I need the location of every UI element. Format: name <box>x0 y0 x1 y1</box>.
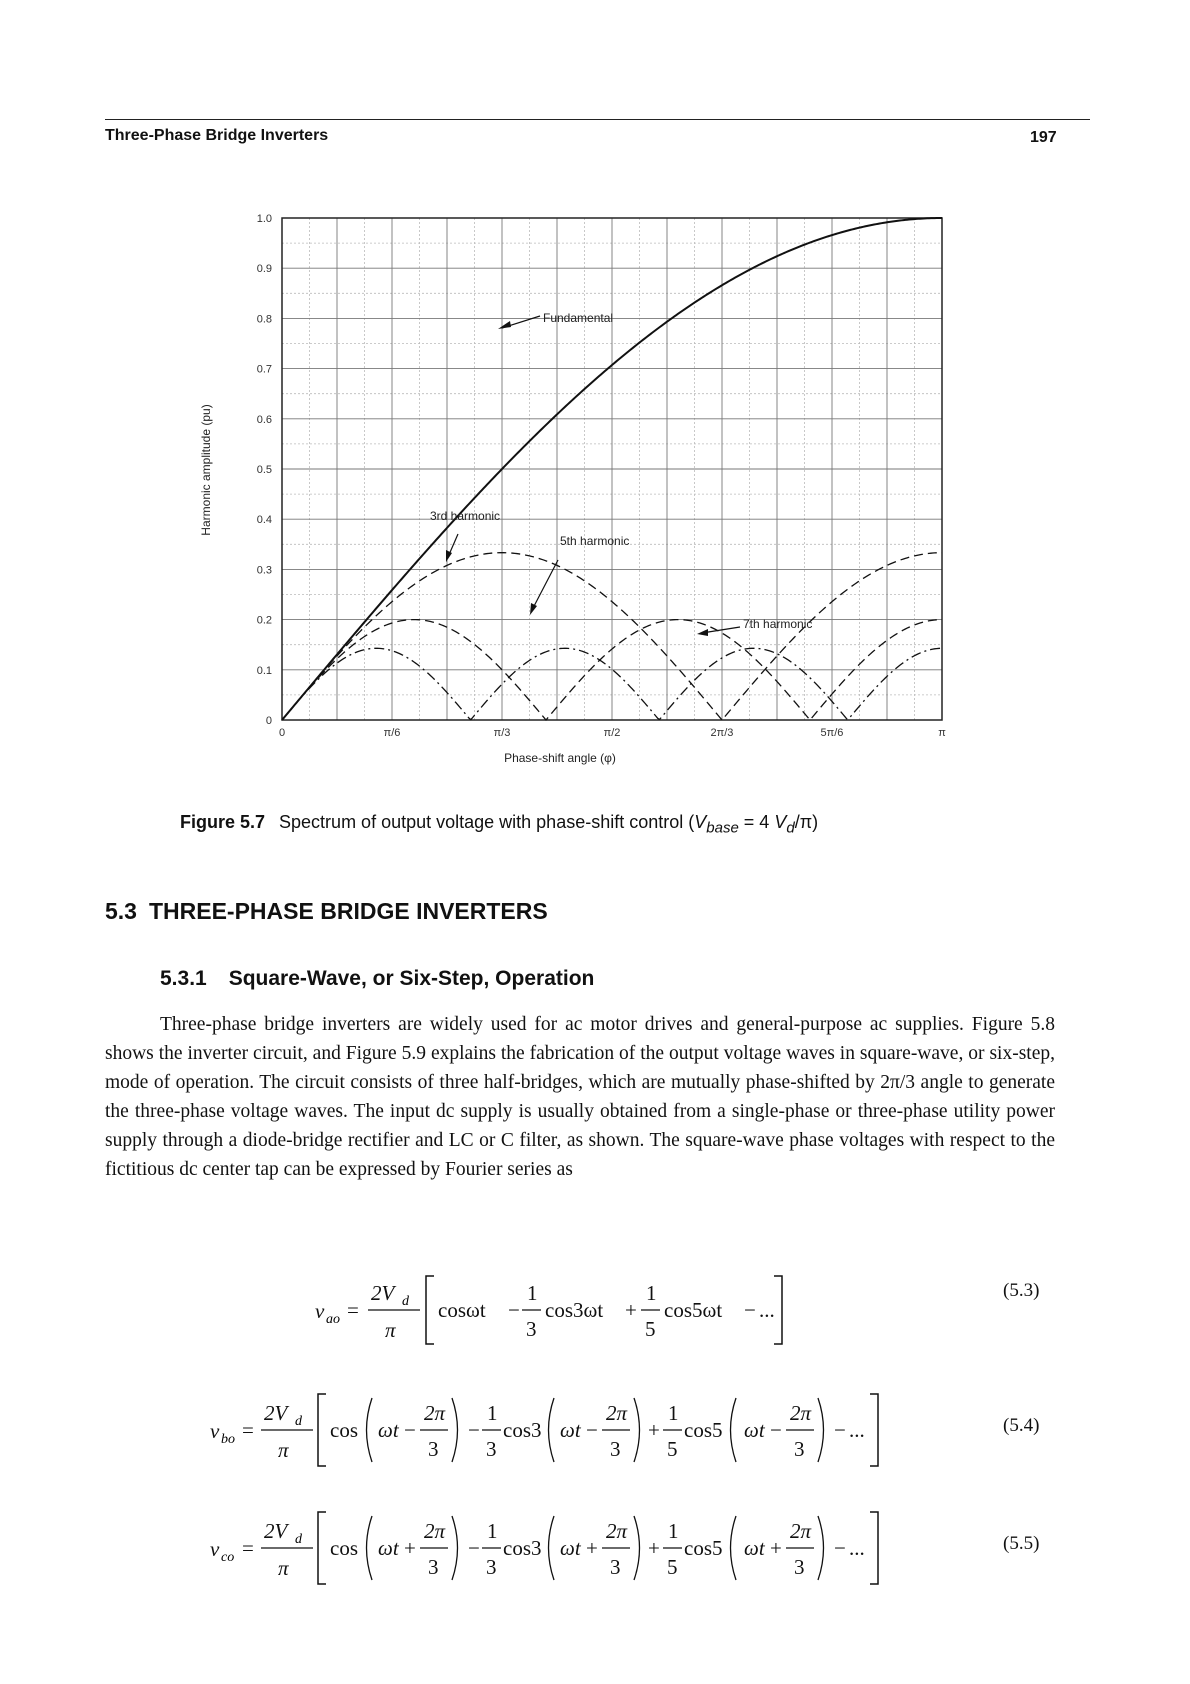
eq54-2pi-e: 2π <box>790 1401 812 1425</box>
caption-mid: = 4 <box>738 812 770 832</box>
eq55-plus: + <box>648 1536 660 1560</box>
y-tick-label: 0 <box>265 715 272 727</box>
eq54-num-d: d <box>295 1414 302 1429</box>
eq55-num-2vd: 2V <box>264 1519 288 1543</box>
eq53-right-bracket <box>774 1276 782 1344</box>
eq53-cos-3wt: cos3ωt <box>545 1298 604 1322</box>
eq55-paren-l3 <box>731 1516 737 1580</box>
y-tick-label: 1.0 <box>256 213 272 225</box>
eq54-cos1: cos <box>330 1418 358 1442</box>
eq55-cos5: cos5 <box>684 1536 723 1560</box>
header-rule <box>105 119 1090 120</box>
seventh-harmonic-arrowhead <box>697 629 708 636</box>
eq53-three-a: 3 <box>526 1317 537 1341</box>
eq54-minus-b: − <box>468 1418 480 1442</box>
eq55-2pi-a: 2π <box>424 1519 446 1543</box>
eq54-cos3: cos3 <box>503 1418 542 1442</box>
equation-5-3-graphic <box>0 1260 1190 1360</box>
eq55-wt3: ωt <box>744 1536 765 1560</box>
eq55-paren-r3 <box>818 1516 824 1580</box>
eq55-den-pi: π <box>278 1556 289 1580</box>
eq55-number: (5.5) <box>1003 1533 1040 1554</box>
eq54-paren-r2 <box>634 1398 640 1462</box>
equation-5-3 <box>0 1260 1190 1360</box>
eq55-one-d: 1 <box>668 1519 679 1543</box>
eq54-paren-r3 <box>818 1398 824 1462</box>
eq55-3-b: 3 <box>486 1555 497 1579</box>
caption-text: Spectrum of output voltage with phase-shift control ( <box>279 812 695 832</box>
eq53-num-2vd: 2V <box>371 1281 395 1305</box>
eq53-cos-5wt: cos5ωt <box>664 1298 723 1322</box>
y-tick-label: 0.6 <box>256 413 272 426</box>
seventh-harmonic-label: 7th harmonic <box>743 617 813 631</box>
eq53-lhs-sub: ao <box>326 1312 340 1327</box>
y-tick-label: 0.8 <box>256 313 272 326</box>
y-tick-label: 0.5 <box>256 464 272 476</box>
fifth-harmonic-arrowhead <box>530 603 537 615</box>
eq54-wt3: ωt <box>744 1418 765 1442</box>
eq54-plus: + <box>648 1418 660 1442</box>
eq54-number: (5.4) <box>1003 1415 1040 1436</box>
eq53-lhs: v <box>315 1299 325 1323</box>
fifth-harmonic-label: 5th harmonic <box>560 534 630 548</box>
y-tick-label: 0.7 <box>256 363 272 376</box>
section-number: 5.3 <box>105 898 137 924</box>
eq54-paren-l2 <box>549 1398 555 1462</box>
section-title: THREE-PHASE BRIDGE INVERTERS <box>148 898 548 924</box>
third-harmonic-label: 3rd harmonic <box>430 509 501 523</box>
caption-base-sub: base <box>706 819 739 837</box>
eq53-five-b: 5 <box>645 1317 656 1341</box>
y-tick-label: 0.1 <box>256 664 272 677</box>
eq55-minus-f: − <box>834 1536 846 1560</box>
eq55-3-e: 3 <box>794 1555 805 1579</box>
eq54-wt2: ωt <box>560 1418 581 1442</box>
page-number: 197 <box>1030 129 1057 146</box>
eq53-left-bracket <box>426 1276 434 1344</box>
y-axis-label: Harmonic amplitude (pu) <box>199 404 213 536</box>
caption-end: /π) <box>794 812 819 832</box>
subsection-title: Square-Wave, or Six-Step, Operation <box>228 967 595 990</box>
x-tick-labels <box>279 727 946 739</box>
eq55-lhs-sub: co <box>221 1550 235 1565</box>
eq55-right-bracket <box>870 1512 878 1584</box>
eq55-minus-b: − <box>468 1536 480 1560</box>
eq55-lhs: v <box>210 1537 220 1561</box>
eq54-paren-l1 <box>367 1398 373 1462</box>
eq53-minus1: − <box>508 1298 520 1322</box>
eq54-lhs: v <box>210 1419 220 1443</box>
eq53-number: (5.3) <box>1003 1280 1040 1301</box>
caption-vd: V <box>774 812 787 832</box>
eq55-plus-c: + <box>586 1536 598 1560</box>
eq55-plus-e: + <box>770 1536 782 1560</box>
figure-label: Figure 5.7 <box>180 812 266 832</box>
subsection-heading <box>160 967 594 991</box>
eq55-cos3: cos3 <box>503 1536 542 1560</box>
third-harmonic-arrowhead <box>446 550 452 562</box>
eq54-left-bracket <box>318 1394 326 1466</box>
eq53-cos-wt: cosωt <box>438 1298 486 1322</box>
eq55-equals: = <box>242 1536 254 1560</box>
x-tick-label: π/6 <box>383 727 401 739</box>
running-head: Three-Phase Bridge Inverters <box>105 127 329 144</box>
eq55-paren-l1 <box>367 1516 373 1580</box>
curve-annotations <box>430 311 812 636</box>
eq55-left-bracket <box>318 1512 326 1584</box>
section-heading <box>105 898 548 925</box>
eq53-plus: + <box>625 1298 637 1322</box>
eq54-equals: = <box>242 1418 254 1442</box>
eq55-plus-a: + <box>404 1536 416 1560</box>
eq55-3-c: 3 <box>610 1555 621 1579</box>
eq55-2pi-c: 2π <box>606 1519 628 1543</box>
body-paragraph: Three-phase bridge inverters are widely used for ac motor drives and general-purpose ac supplies. Figure 5.8 shows the inverter circuit, and Figure 5.9 explains the fabrication of the output voltage waves in square-wave, or six-step, mode of operation. The circuit consists of three half-bridges, which are mutually phase-shifted by 2π/3 angle to generate the three-phase voltage waves. The input dc supply is usually obtained from a single-phase or three-phase utility power supply through a diode-bridge rectifier and LC or C filter, as shown. The square-wave phase voltages with respect to the fictitious dc center tap can be expressed by Fourier series as <box>105 1014 1055 1180</box>
eq55-cos1: cos <box>330 1536 358 1560</box>
figure-caption <box>180 812 818 837</box>
eq54-minus-f: − <box>834 1418 846 1442</box>
eq54-num-2vd: 2V <box>264 1401 288 1425</box>
eq54-3-e: 3 <box>794 1437 805 1461</box>
eq54-paren-r1 <box>452 1398 458 1462</box>
equation-5-4 <box>0 1380 1190 1480</box>
subsection-number: 5.3.1 <box>160 967 207 990</box>
eq55-paren-r2 <box>634 1516 640 1580</box>
eq54-cos5: cos5 <box>684 1418 723 1442</box>
eq55-paren-r1 <box>452 1516 458 1580</box>
harmonic-spectrum-chart <box>180 200 1000 810</box>
eq54-2pi-a: 2π <box>424 1401 446 1425</box>
eq55-one-b: 1 <box>487 1519 498 1543</box>
x-axis-label: Phase-shift angle (φ) <box>504 751 616 765</box>
y-tick-label: 0.3 <box>256 564 272 577</box>
eq53-num-d: d <box>402 1294 409 1309</box>
eq54-dots: ... <box>849 1418 865 1442</box>
eq55-2pi-e: 2π <box>790 1519 812 1543</box>
eq54-3-c: 3 <box>610 1437 621 1461</box>
eq54-right-bracket <box>870 1394 878 1466</box>
x-tick-label: π <box>938 727 946 739</box>
fundamental-arrowhead <box>498 321 511 329</box>
eq53-equals: = <box>347 1298 359 1322</box>
eq54-minus-e: − <box>770 1418 782 1442</box>
caption-v: V <box>694 812 707 832</box>
eq53-one-a: 1 <box>527 1281 538 1305</box>
x-tick-label: 0 <box>278 727 286 739</box>
fundamental-label: Fundamental <box>543 311 614 325</box>
eq55-paren-l2 <box>549 1516 555 1580</box>
eq54-5-d: 5 <box>667 1437 678 1461</box>
eq55-wt1: ωt <box>378 1536 399 1560</box>
eq53-den-pi: π <box>385 1318 396 1342</box>
equation-5-5 <box>0 1498 1190 1598</box>
eq53-one-b: 1 <box>646 1281 657 1305</box>
eq54-den-pi: π <box>278 1438 289 1462</box>
eq55-num-d: d <box>295 1532 302 1547</box>
eq55-wt2: ωt <box>560 1536 581 1560</box>
x-tick-label: π/3 <box>493 727 511 739</box>
eq54-3-b: 3 <box>486 1437 497 1461</box>
eq53-dots: ... <box>759 1298 775 1322</box>
eq54-minus-a: − <box>404 1418 416 1442</box>
eq53-minus2: − <box>744 1298 756 1322</box>
caption-d-sub: d <box>786 819 795 837</box>
x-tick-label: 5π/6 <box>820 727 844 739</box>
eq54-one-b: 1 <box>487 1401 498 1425</box>
eq54-2pi-c: 2π <box>606 1401 628 1425</box>
eq55-3-a: 3 <box>428 1555 439 1579</box>
y-tick-label: 0.9 <box>256 263 272 276</box>
eq55-5-d: 5 <box>667 1555 678 1579</box>
eq54-one-d: 1 <box>668 1401 679 1425</box>
eq54-3-a: 3 <box>428 1437 439 1461</box>
y-tick-labels <box>257 213 272 727</box>
eq55-dots: ... <box>849 1536 865 1560</box>
y-tick-label: 0.4 <box>256 514 272 527</box>
eq54-minus-c: − <box>586 1418 598 1442</box>
eq54-paren-l3 <box>731 1398 737 1462</box>
x-tick-label: 2π/3 <box>710 727 734 739</box>
x-tick-label: π/2 <box>603 727 621 739</box>
eq54-lhs-sub: bo <box>221 1432 235 1447</box>
y-tick-label: 0.2 <box>256 614 272 627</box>
fifth-harmonic-arrow <box>532 560 558 610</box>
eq54-wt1: ωt <box>378 1418 399 1442</box>
